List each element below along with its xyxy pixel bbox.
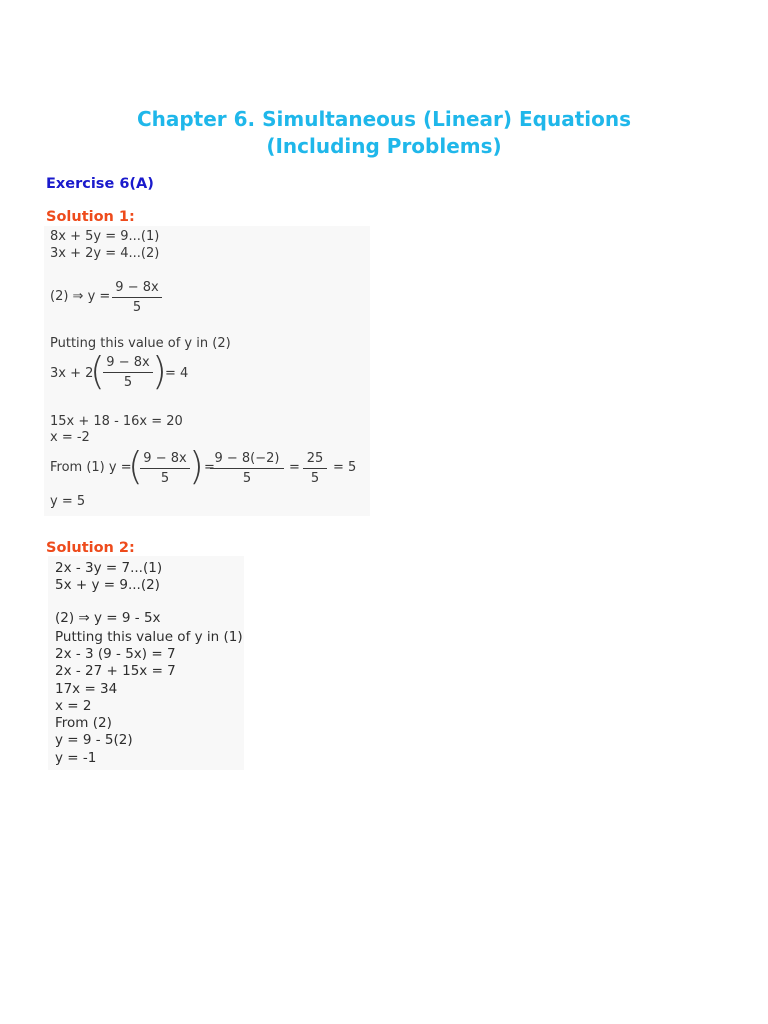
solution-1-eq-c: = 5 bbox=[333, 460, 357, 475]
solution-2-line: x = 2 bbox=[55, 698, 92, 714]
exercise-heading: Exercise 6(A) bbox=[46, 176, 154, 192]
solution-1-eq1: 8x + 5y = 9...(1) bbox=[50, 229, 160, 244]
chapter-title-line-1: Chapter 6. Simultaneous (Linear) Equations bbox=[136, 107, 632, 131]
solution-2-line: 2x - 27 + 15x = 7 bbox=[55, 663, 176, 679]
solution-2-heading: Solution 2: bbox=[46, 540, 135, 556]
fraction-h bbox=[303, 451, 327, 486]
fraction-g-numerator: 9 − 8(−2) bbox=[214, 451, 280, 466]
fraction-bar bbox=[103, 372, 153, 373]
fraction-g-denominator: 5 bbox=[242, 471, 252, 486]
solution-1-sub-rhs: = 4 bbox=[165, 366, 189, 381]
fraction-sub-denominator: 5 bbox=[123, 375, 133, 390]
solution-2-line: From (2) bbox=[55, 715, 112, 731]
solution-1-from1: From (1) y = bbox=[50, 460, 132, 475]
solution-1-15x-line: 15x + 18 - 16x = 20 bbox=[50, 414, 183, 429]
solution-2-line: y = -1 bbox=[55, 750, 97, 766]
fraction-sub bbox=[103, 355, 153, 390]
solution-1-x-value: x = -2 bbox=[50, 430, 90, 445]
solution-2-line: Putting this value of y in (1) bbox=[55, 629, 243, 645]
fraction-1 bbox=[112, 280, 162, 315]
fraction-f-denominator: 5 bbox=[160, 471, 170, 486]
right-paren: ) bbox=[152, 349, 167, 393]
solution-2-line: 17x = 34 bbox=[55, 681, 118, 697]
solution-1-y-value: y = 5 bbox=[50, 494, 86, 509]
right-paren: ) bbox=[189, 444, 204, 488]
fraction-bar bbox=[210, 468, 284, 469]
left-paren: ( bbox=[128, 444, 143, 488]
chapter-title-line-2: (Including Problems) bbox=[266, 134, 502, 158]
fraction-1-numerator: 9 − 8x bbox=[115, 280, 159, 295]
solution-1-eq2: 3x + 2y = 4...(2) bbox=[50, 246, 160, 261]
solution-1-eq-a: = bbox=[204, 460, 215, 475]
solution-1-eq-b: = bbox=[289, 460, 300, 475]
fraction-bar bbox=[303, 468, 327, 469]
solution-1-putting: Putting this value of y in (2) bbox=[50, 336, 231, 351]
fraction-bar bbox=[140, 468, 190, 469]
solution-1-heading: Solution 1: bbox=[46, 209, 135, 225]
fraction-h-denominator: 5 bbox=[310, 471, 320, 486]
fraction-f bbox=[140, 451, 190, 486]
solution-2-line: 2x - 3 (9 - 5x) = 7 bbox=[55, 646, 176, 662]
fraction-f-numerator: 9 − 8x bbox=[143, 451, 187, 466]
fraction-1-denominator: 5 bbox=[132, 300, 142, 315]
solution-1-sub-lhs: 3x + 2 bbox=[50, 366, 94, 381]
solution-1-implies: (2) ⇒ y = bbox=[50, 289, 111, 304]
solution-2-line: 5x + y = 9...(2) bbox=[55, 577, 160, 593]
left-paren: ( bbox=[90, 349, 105, 393]
solution-2-line: (2) ⇒ y = 9 - 5x bbox=[55, 610, 161, 626]
fraction-h-numerator: 25 bbox=[306, 451, 324, 466]
fraction-g bbox=[210, 451, 284, 486]
fraction-bar bbox=[112, 297, 162, 298]
solution-2-line: y = 9 - 5(2) bbox=[55, 732, 133, 748]
fraction-sub-numerator: 9 − 8x bbox=[106, 355, 150, 370]
solution-2-line: 2x - 3y = 7...(1) bbox=[55, 560, 163, 576]
